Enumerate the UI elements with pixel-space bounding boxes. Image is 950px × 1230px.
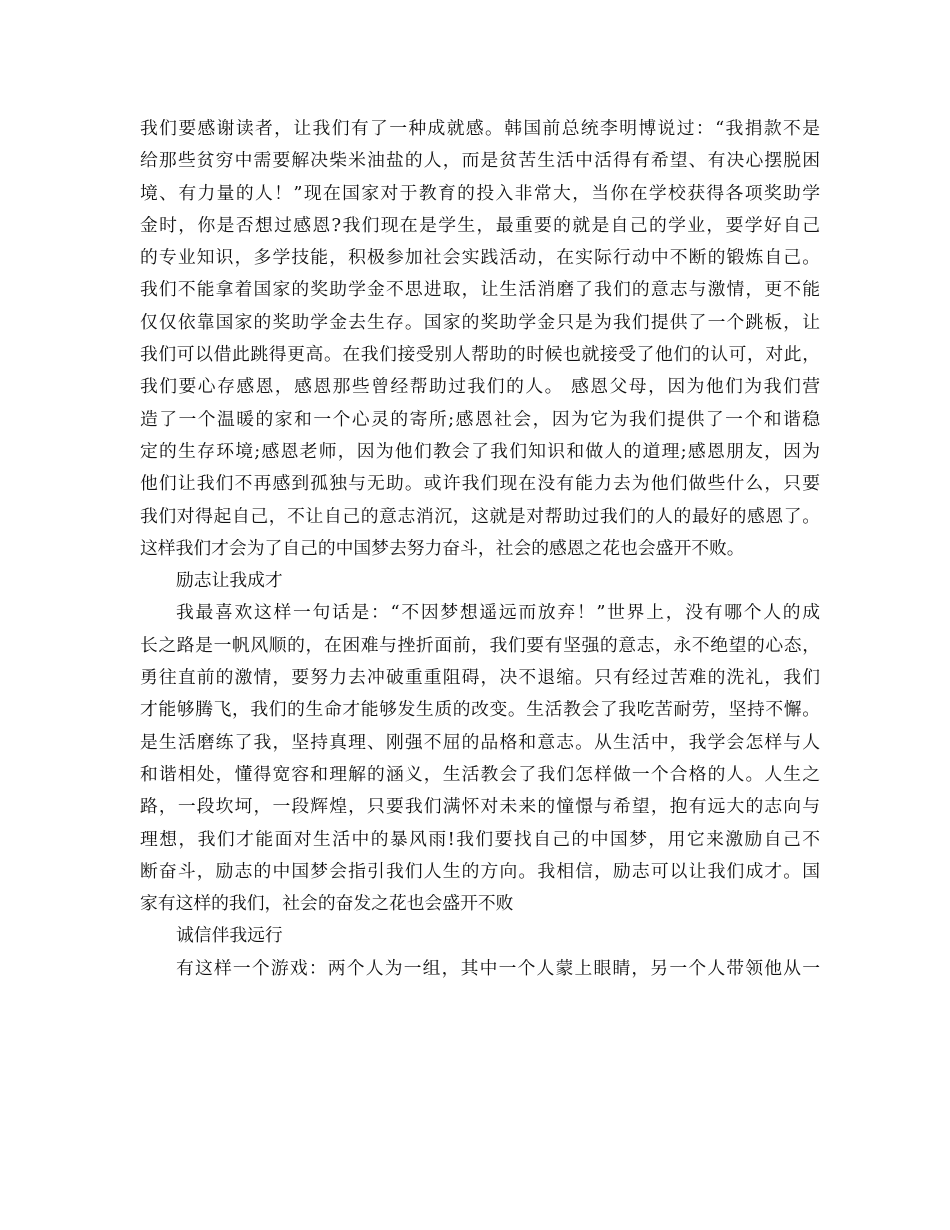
paragraph-line: 仅仅依靠国家的奖助学金去生存。国家的奖助学金只是为我们提供了一个跳板，让	[140, 311, 820, 333]
paragraph-line: 和谐相处，懂得宽容和理解的涵义，生活教会了我们怎样做一个合格的人。人生之	[140, 763, 820, 785]
paragraph-line: 是生活磨练了我，坚持真理、刚强不屈的品格和意志。从生活中，我学会怎样与人	[140, 731, 820, 753]
paragraph-line: 我们不能拿着国家的奖助学金不思进取，让生活消磨了我们的意志与激情，更不能	[140, 279, 820, 301]
heading-text: 励志让我成才	[176, 570, 283, 592]
paragraph-line: 有这样一个游戏：两个人为一组，其中一个人蒙上眼睛，另一个人带领他从一	[176, 957, 820, 979]
paragraph-line: 勇往直前的激情，要努力去冲破重重阻碍，决不退缩。只有经过苦难的洗礼，我们	[140, 667, 820, 689]
paragraph-line: 给那些贫穷中需要解决柴米油盐的人，而是贫苦生活中活得有希望、有决心摆脱困	[140, 150, 820, 172]
paragraph	[140, 597, 820, 920]
paragraph-line: 才能够腾飞，我们的生命才能够发生质的改变。生活教会了我吃苦耐劳，坚持不懈。	[140, 699, 820, 721]
paragraph-line: 长之路是一帆风顺的，在困难与挫折面前，我们要有坚强的意志，永不绝望的心态，	[140, 634, 820, 656]
paragraph	[140, 113, 820, 565]
paragraph-line: 他们让我们不再感到孤独与无助。或许我们现在没有能力去为他们做些什么，只要	[140, 473, 820, 495]
paragraph-line: 路，一段坎坷，一段辉煌，只要我们满怀对未来的憧憬与希望，抱有远大的志向与	[140, 796, 820, 818]
paragraph-line: 定的生存环境;感恩老师，因为他们教会了我们知识和做人的道理;感恩朋友，因为	[140, 440, 820, 462]
paragraph-line: 境、有力量的人！”现在国家对于教育的投入非常大，当你在学校获得各项奖助学	[140, 182, 820, 204]
heading-text: 诚信伴我远行	[176, 925, 283, 947]
paragraph-line: 断奋斗，励志的中国梦会指引我们人生的方向。我相信，励志可以让我们成才。国	[140, 860, 820, 882]
paragraph-line: 造了一个温暖的家和一个心灵的寄所;感恩社会，因为它为我们提供了一个和谐稳	[140, 408, 820, 430]
paragraph-line: 我们对得起自己，不让自己的意志消沉，这就是对帮助过我们的人的最好的感恩了。	[140, 505, 820, 527]
paragraph-line: 我们要心存感恩，感恩那些曾经帮助过我们的人。 感恩父母，因为他们为我们营	[140, 376, 820, 398]
paragraph-line: 我们要感谢读者，让我们有了一种成就感。韩国前总统李明博说过：“我捐款不是	[140, 118, 820, 139]
paragraph-line: 我们可以借此跳得更高。在我们接受别人帮助的时候也就接受了他们的认可，对此，	[140, 344, 820, 366]
section-heading	[140, 920, 820, 952]
paragraph-line: 金时，你是否想过感恩?我们现在是学生，最重要的就是自己的学业，要学好自己	[140, 214, 820, 236]
paragraph-line: 家有这样的我们，社会的奋发之花也会盛开不败	[140, 893, 514, 915]
paragraph	[140, 953, 820, 985]
paragraph-line: 这样我们才会为了自己的中国梦去努力奋斗，社会的感恩之花也会盛开不败。	[140, 537, 745, 559]
section-heading	[140, 565, 820, 597]
paragraph-line: 我最喜欢这样一句话是：“不因梦想遥远而放弃！”世界上，没有哪个人的成	[176, 602, 820, 624]
paragraph-line: 的专业知识，多学技能，积极参加社会实践活动，在实际行动中不断的锻炼自己。	[140, 247, 820, 269]
paragraph-line: 理想，我们才能面对生活中的暴风雨!我们要找自己的中国梦，用它来激励自己不	[140, 828, 820, 850]
document-body	[140, 113, 820, 985]
